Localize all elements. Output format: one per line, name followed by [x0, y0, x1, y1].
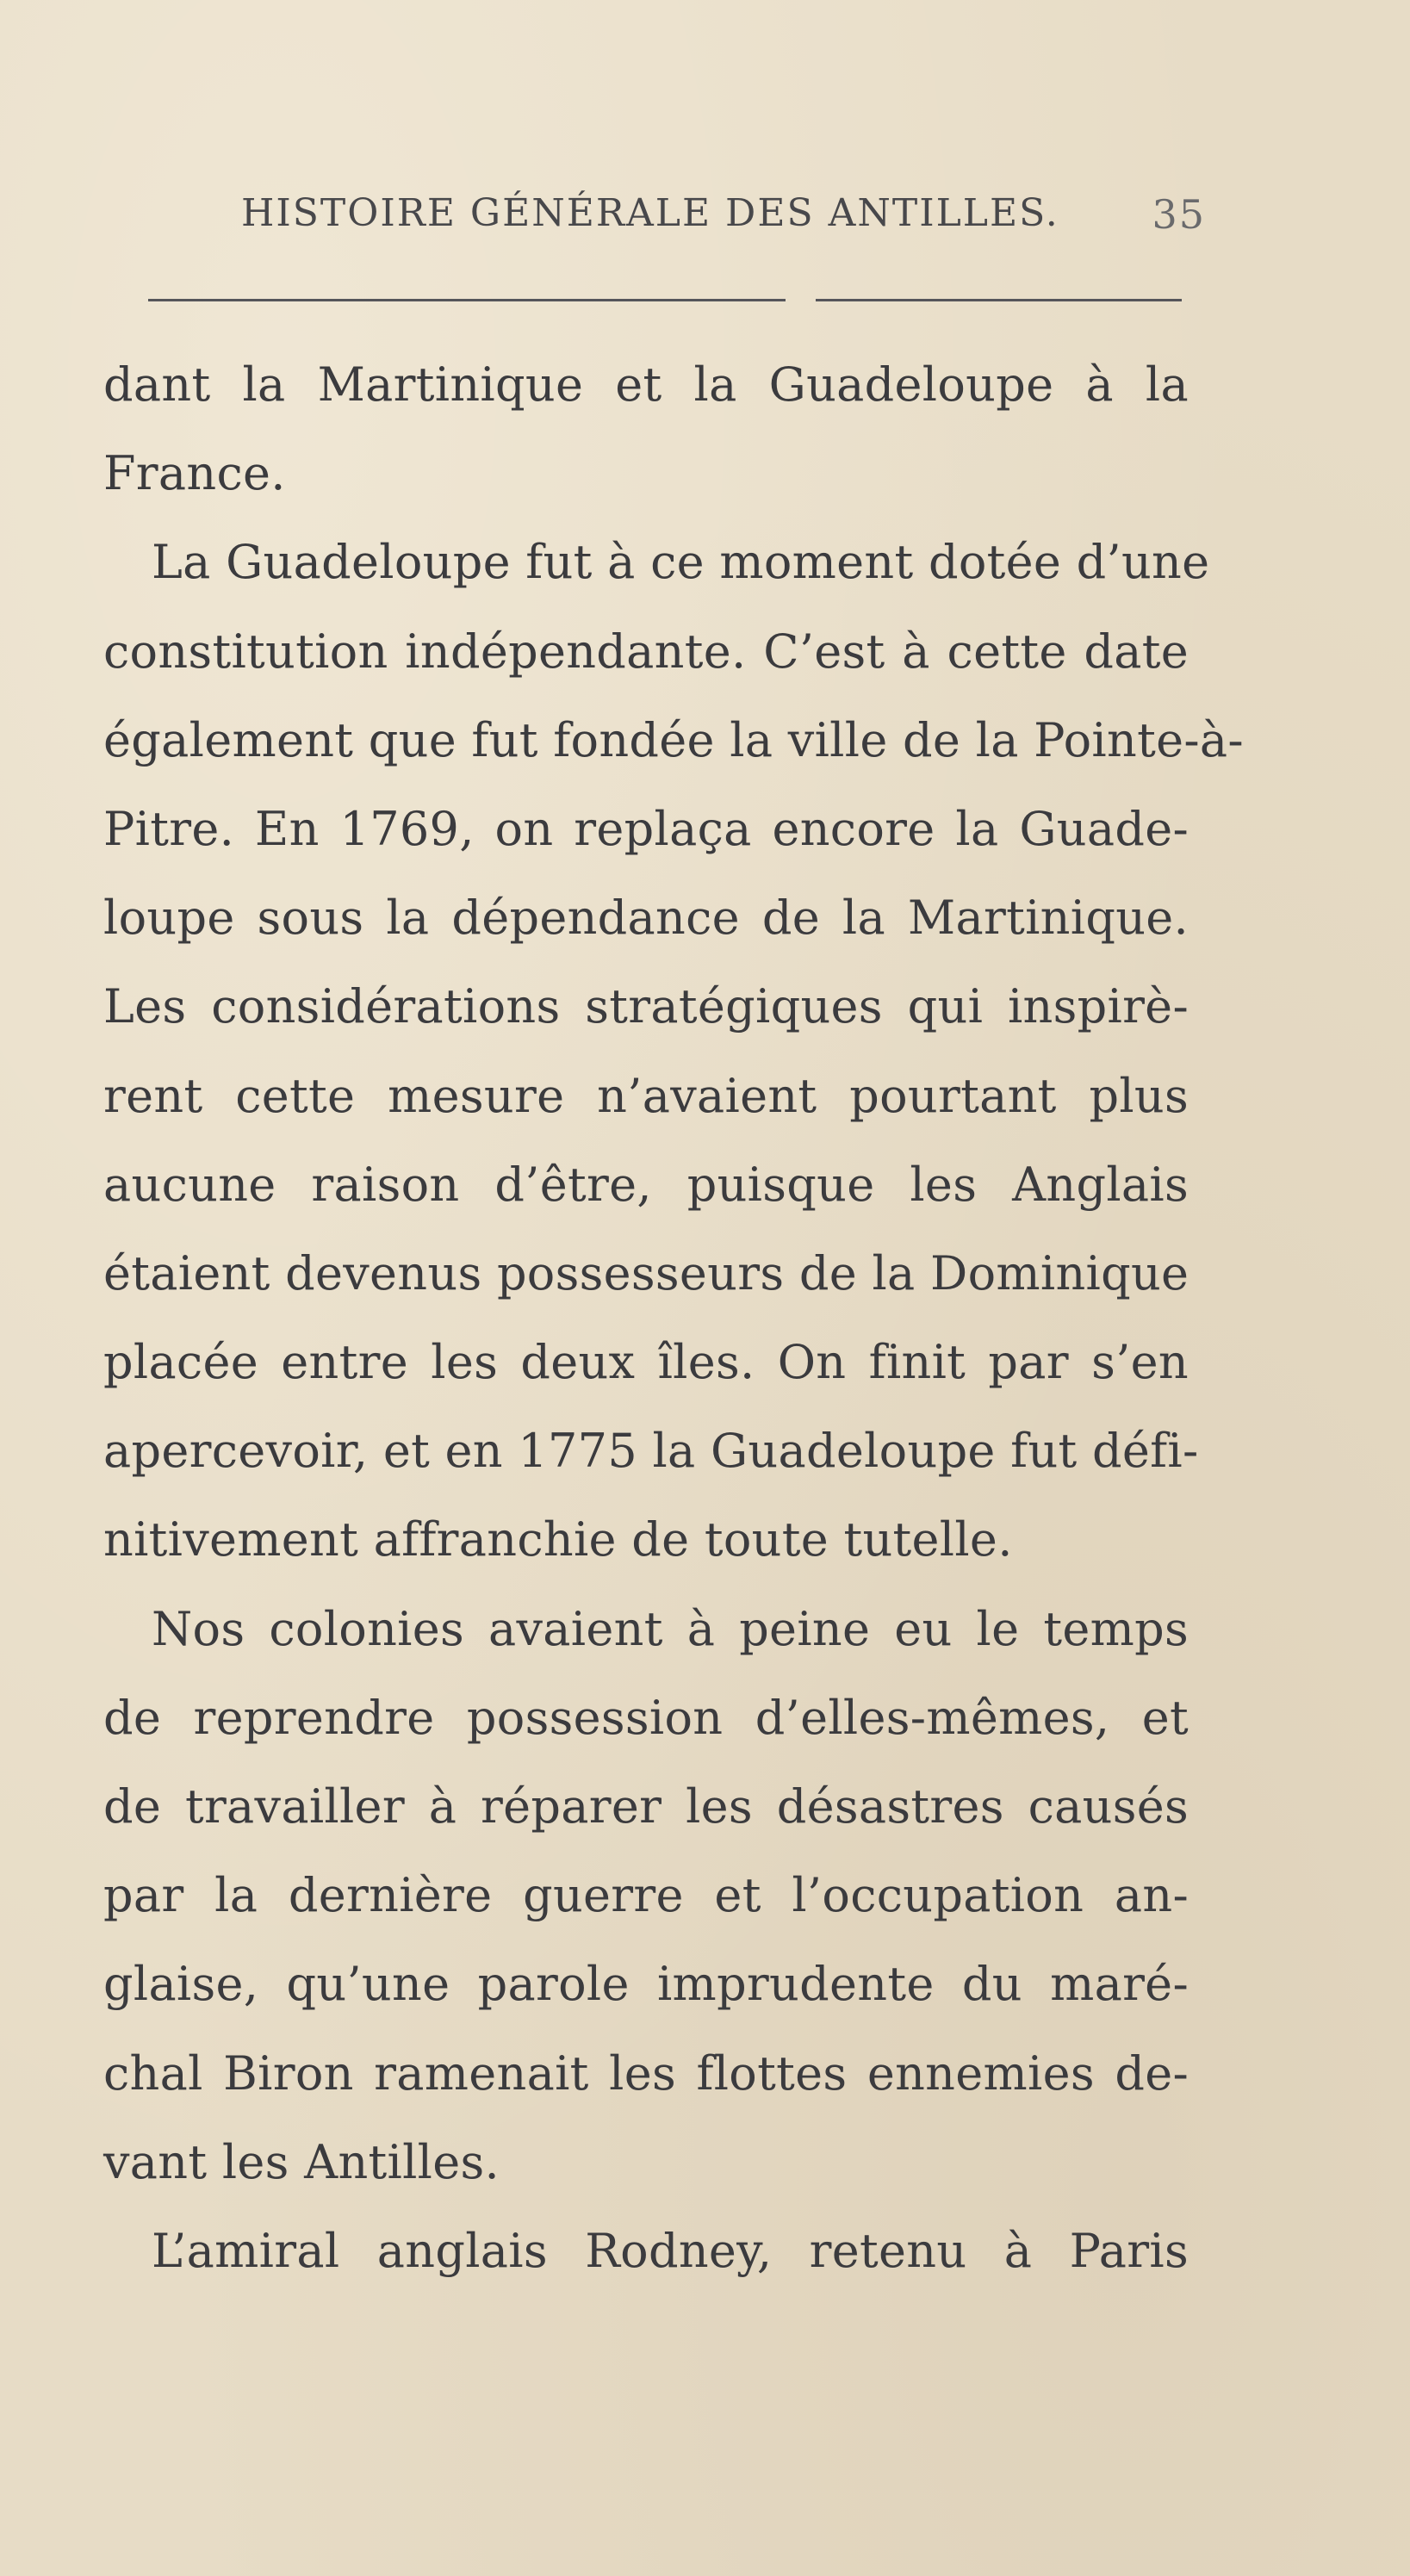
- text-line: de travailler à réparer les désastres causés: [103, 1779, 1189, 1834]
- body-text: [103, 340, 1244, 2295]
- text-line: par la dernière guerre et l’occupation an-: [103, 1868, 1189, 1923]
- text-line: La Guadeloupe fut à ce moment dotée d’une: [152, 535, 1210, 590]
- text-line: Les considérations stratégiques qui inspirè-: [103, 979, 1189, 1034]
- text-line: chal Biron ramenait les flottes ennemies de-: [103, 2045, 1189, 2101]
- text-line: étaient devenus possesseurs de la Dominique: [103, 1245, 1189, 1300]
- paragraph-3: [103, 1585, 1189, 2207]
- text-line: apercevoir, et en 1775 la Guadeloupe fut défi-: [103, 1424, 1199, 1479]
- text-line: nitivement affranchie de toute tutelle.: [103, 1512, 1013, 1567]
- paragraph-4: [103, 2207, 1189, 2295]
- text-line: loupe sous la dépendance de la Martinique.: [103, 891, 1189, 946]
- header-rule-left: [148, 299, 786, 301]
- paragraph-2: [103, 518, 1244, 1584]
- text-line: glaise, qu’une parole imprudente du maré-: [103, 1957, 1189, 2012]
- text-line: dant la Martinique et la Guadeloupe à la: [103, 357, 1189, 412]
- header-rule-right: [816, 299, 1182, 301]
- text-line: Nos colonies avaient à peine eu le temps: [152, 1601, 1189, 1656]
- text-line: de reprendre possession d’elles-mêmes, et: [103, 1690, 1189, 1745]
- paragraph-1: [103, 340, 1189, 518]
- page-number: 35: [1152, 191, 1206, 238]
- text-line: France.: [103, 446, 286, 501]
- text-line: également que fut fondée la ville de la Pointe-à-: [103, 712, 1244, 767]
- text-line: L’amiral anglais Rodney, retenu à Paris: [152, 2223, 1189, 2278]
- text-line: placée entre les deux îles. On finit par s’en: [103, 1335, 1189, 1390]
- text-line: Pitre. En 1769, on replaça encore la Guade-: [103, 801, 1189, 856]
- running-title: HISTOIRE GÉNÉRALE DES ANTILLES.: [241, 191, 1059, 235]
- text-line: rent cette mesure n’avaient pourtant plus: [103, 1068, 1189, 1123]
- running-head: [241, 191, 1206, 251]
- text-line: constitution indépendante. C’est à cette date: [103, 624, 1189, 679]
- text-line: vant les Antilles.: [103, 2134, 500, 2189]
- text-line: aucune raison d’être, puisque les Anglais: [103, 1157, 1189, 1212]
